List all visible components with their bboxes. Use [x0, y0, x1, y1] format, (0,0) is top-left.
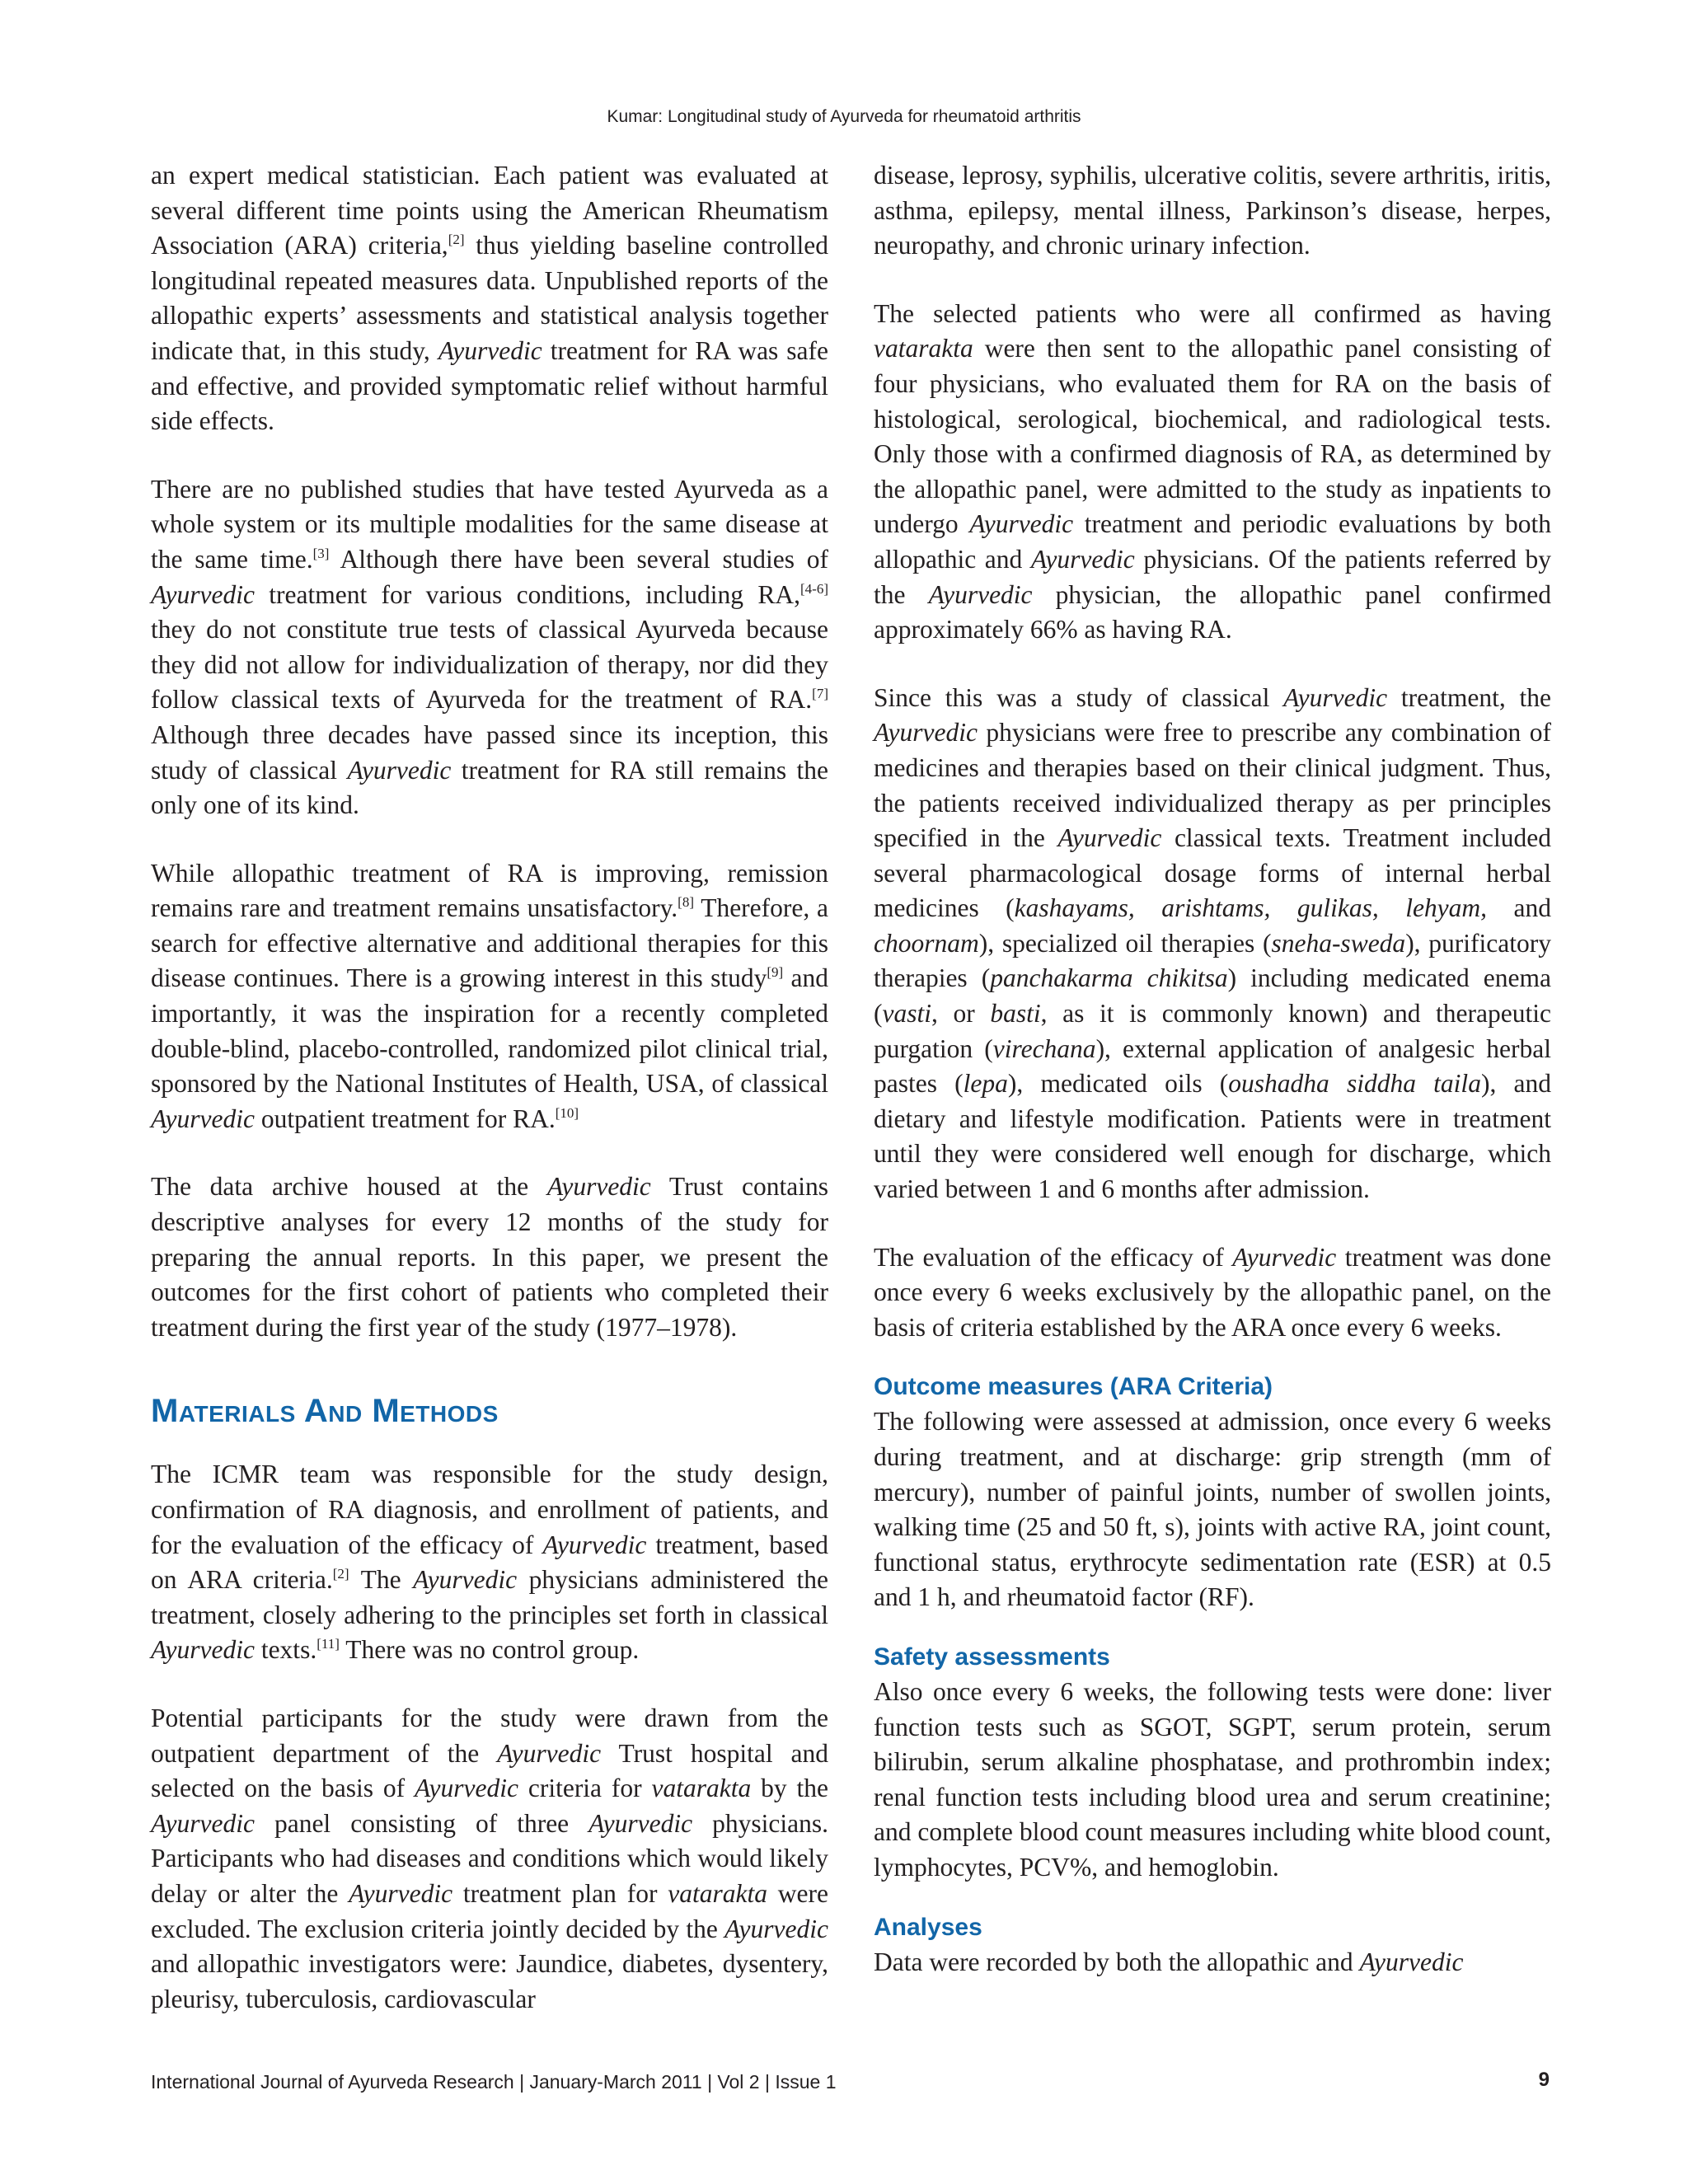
- running-head: Kumar: Longitudinal study of Ayurveda for rheumatoid arthritis: [607, 107, 1081, 126]
- subsection-heading: Analyses: [874, 1913, 982, 1941]
- citation[interactable]: [9]: [767, 964, 784, 981]
- paragraph: There are no published studies that have tested Ayurveda as a whole system or its multiple modalities for the same disease at the same time.[3] Although there have been several studies of Ayurvedic treatment for various conditions, including RA,[4-6] they do not constitute true tests of classical Ayurveda because they did not allow for individualization of therapy, nor did they follow classical texts of Ayurveda for the treatment of RA.[7] Although three decades have passed since its inception, this study of classical Ayurvedic treatment for RA still remains the only one of its kind.: [151, 474, 829, 820]
- citation[interactable]: [2]: [332, 1566, 349, 1582]
- right-column: [874, 158, 1551, 1980]
- paragraph: Data were recorded by both the allopathic and Ayurvedic: [874, 1947, 1464, 1976]
- subsection-heading: Safety assessments: [874, 1643, 1110, 1671]
- citation[interactable]: [10]: [555, 1104, 579, 1121]
- paragraph: disease, leprosy, syphilis, ulcerative colitis, severe arthritis, iritis, asthma, epilepsy, mental illness, Parkinson’s disease, herpes, neuropathy, and chronic urinary infection.: [874, 161, 1551, 260]
- citation[interactable]: [2]: [448, 232, 465, 248]
- paragraph: The ICMR team was responsible for the study design, confirmation of RA diagnosis, and enrollment of patients, and for the evaluation of the efficacy of Ayurvedic treatment, based on ARA criteria.[2] The Ayurvedic physicians administered the treatment, closely adhering to the principles set forth in classical Ayurvedic texts.[11] There was no control group.: [151, 1460, 828, 1665]
- page-number: 9: [1538, 2069, 1550, 2091]
- citation[interactable]: [7]: [812, 686, 828, 702]
- paragraph: The data archive housed at the Ayurvedic Trust contains descriptive analyses for every 12 months of the study for preparing the annual reports. In this paper, we present the outcomes for the first cohort of patients who completed their treatment during the first year of the study (1977–1978).: [151, 1172, 829, 1342]
- paragraph: The following were assessed at admission, once every 6 weeks during treatment, and at discharge: grip strength (mm of mercury), number of painful joints, number of swollen joints, walking time (25 and 50 ft, s), joints with active RA, joint count, functional status, erythrocyte sedimentation rate (ESR) at 0.5 and 1 h, and rheumatoid factor (RF).: [874, 1407, 1551, 1612]
- paragraph: Since this was a study of classical Ayurvedic treatment, the Ayurvedic physicians were free to prescribe any combination of medicines and therapies based on their clinical judgment. Thus, the patients received individualized therapy as per principles specified in the Ayurvedic classical texts. Treatment included several pharmacological dosage forms of internal herbal medicines (kashayams, arishtams, gulikas, lehyam, and choornam), specialized oil therapies (sneha-sweda), purificatory therapies (panchakarma chikitsa) including medicated enema (vasti, or basti, as it is commonly known) and therapeutic purgation (virechana), external application of analgesic herbal pastes (lepa), medicated oils (oushadha siddha taila), and dietary and lifestyle modification. Patients were in treatment until they were considered well enough for discharge, which varied between 1 and 6 months after admission.: [874, 682, 1551, 1204]
- citation[interactable]: [4-6]: [800, 580, 828, 597]
- citation[interactable]: [3]: [312, 545, 330, 561]
- paragraph: Potential participants for the study were drawn from the outpatient department of the Ayurvedic Trust hospital and selected on the basis of Ayurvedic criteria for vatarakta by the Ayurvedic panel consisting of three Ayurvedic physicians. Participants who had diseases and conditions which would likely delay or alter the Ayurvedic treatment plan for vatarakta were excluded. The exclusion criteria jointly decided by the Ayurvedic and allopathic investigators were: Jaundice, diabetes, dysentery, pleurisy, tuberculosis, cardiovascular: [151, 1703, 828, 2013]
- citation[interactable]: [11]: [316, 1636, 340, 1652]
- section-heading: Materials And Methods: [151, 1393, 499, 1430]
- subsection-heading: Outcome measures (ARA Criteria): [874, 1373, 1273, 1401]
- citation[interactable]: [8]: [678, 894, 694, 911]
- paragraph: Also once every 6 weeks, the following tests were done: liver function tests such as SGOT, SGPT, serum protein, serum bilirubin, serum alkaline phosphatase, and prothrombin index; renal function tests including blood urea and serum creatinine; and complete blood count measures including white blood count, lymphocytes, PCV%, and hemoglobin.: [874, 1676, 1551, 1882]
- paragraph: an expert medical statistician. Each patient was evaluated at several different time points using the American Rheumatism Association (ARA) criteria,[2] thus yielding baseline controlled longitudinal repeated measures data. Unpublished reports of the allopathic experts’ assessments and statistical analysis together indicate that, in this study, Ayurvedic treatment for RA was safe and effective, and provided symptomatic relief without harmful side effects.: [151, 161, 828, 436]
- paragraph: The evaluation of the efficacy of Ayurvedic treatment was done once every 6 weeks exclusively by the allopathic panel, on the basis of criteria established by the ARA once every 6 weeks.: [874, 1242, 1551, 1342]
- left-column: [151, 158, 828, 2017]
- paragraph: While allopathic treatment of RA is improving, remission remains rare and treatment remains unsatisfactory.[8] Therefore, a search for effective alternative and additional therapies for this disease continues. There is a growing interest in this study[9] and importantly, it was the inspiration for a recently completed double-blind, placebo-controlled, randomized pilot clinical trial, sponsored by the National Institutes of Health, USA, of classical Ayurvedic outpatient treatment for RA.[10]: [151, 858, 828, 1133]
- footer-journal-info: International Journal of Ayurveda Research | January-March 2011 | Vol 2 | Issue 1: [151, 2071, 837, 2093]
- paragraph: The selected patients who were all confirmed as having vatarakta were then sent to the allopathic panel consisting of four physicians, who evaluated them for RA on the basis of histological, serological, biochemical, and radiological tests. Only those with a confirmed diagnosis of RA, as determined by the allopathic panel, were admitted to the study as inpatients to undergo Ayurvedic treatment and periodic evaluations by both allopathic and Ayurvedic physicians. Of the patients referred by the Ayurvedic physician, the allopathic panel confirmed approximately 66% as having RA.: [874, 298, 1551, 644]
